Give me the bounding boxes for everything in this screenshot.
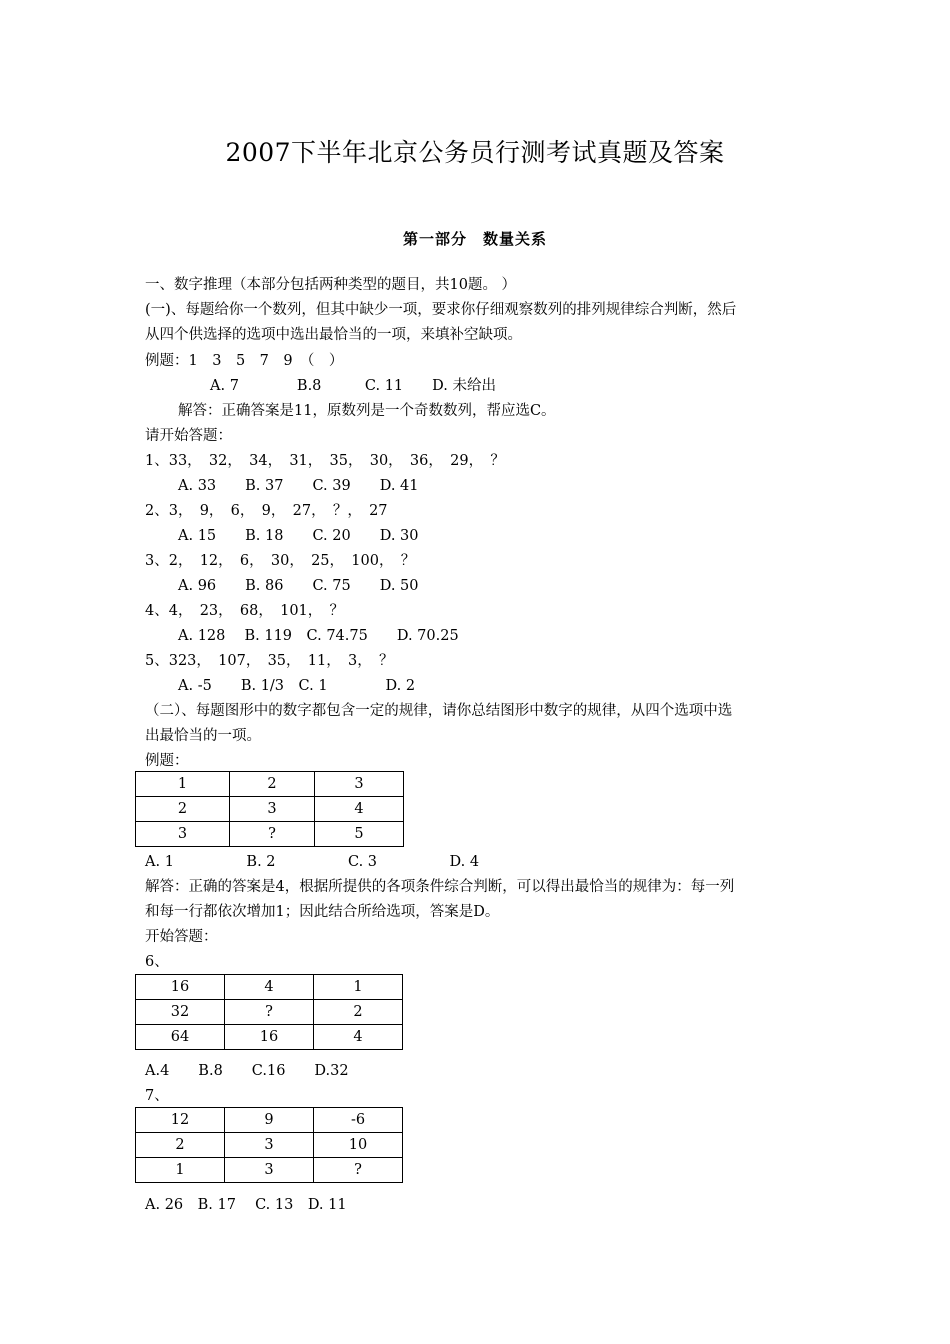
table-row <box>136 1108 403 1133</box>
page-title: 2007下半年北京公务员行测考试真题及答案 <box>225 138 725 167</box>
table-row <box>136 1133 403 1158</box>
grid-cell: 2 <box>136 1133 225 1158</box>
grid-cell: 10 <box>314 1133 403 1158</box>
grid-cell: 2 <box>314 1000 403 1025</box>
table-row <box>136 975 403 1000</box>
question-3-options: A. 96 B. 86 C. 75 D. 50 <box>178 578 419 594</box>
question-3-stem: 3、2， 12， 6， 30， 25， 100， ？ <box>145 553 416 569</box>
part2-example-label: 例题： <box>145 753 189 769</box>
question-1-stem: 1、33， 32， 34， 31， 35， 30， 36， 29， ？ <box>145 453 505 469</box>
grid-cell: 3 <box>225 1133 314 1158</box>
grid-cell: 4 <box>314 1025 403 1050</box>
question-6-grid <box>135 974 403 1050</box>
question-4-stem: 4、4， 23， 68， 101， ？ <box>145 603 345 619</box>
grid-cell: 4 <box>225 975 314 1000</box>
table-row <box>136 797 404 822</box>
table-row <box>136 1000 403 1025</box>
grid-cell: 4 <box>315 797 404 822</box>
grid-cell: 9 <box>225 1108 314 1133</box>
grid-cell: 12 <box>136 1108 225 1133</box>
part1-description-line1: (一)、每题给你一个数列，但其中缺少一项，要求你仔细观察数列的排列规律综合判断，然后 <box>145 302 737 318</box>
question-1-options: A. 33 B. 37 C. 39 D. 41 <box>178 478 419 494</box>
question-2-stem: 2、3， 9， 6， 9， 27， ？， 27 <box>145 503 388 519</box>
table-row <box>136 822 404 847</box>
grid-cell: 3 <box>315 772 404 797</box>
part2-example-options: A. 1 B. 2 C. 3 D. 4 <box>145 854 480 870</box>
question-5-options: A. -5 B. 1/3 C. 1 D. 2 <box>178 678 416 694</box>
question-7-grid <box>135 1107 403 1183</box>
table-row <box>136 1025 403 1050</box>
example-options: A. 7 B.8 C. 11 D. 未给出 <box>210 378 496 394</box>
grid-cell: 16 <box>136 975 225 1000</box>
question-5-stem: 5、323， 107， 35， 11， 3， ？ <box>145 653 394 669</box>
grid-cell: 32 <box>136 1000 225 1025</box>
question-2-options: A. 15 B. 18 C. 20 D. 30 <box>178 528 419 544</box>
question-6-label: 6、 <box>145 954 169 970</box>
grid-cell: 1 <box>136 1158 225 1183</box>
question-6-options: A.4 B.8 C.16 D.32 <box>145 1063 349 1079</box>
part2-description-line1: （二）、每题图形中的数字都包含一定的规律，请你总结图形中数字的规律，从四个选项中选 <box>145 703 733 719</box>
example-number-grid <box>135 771 404 847</box>
start-answering: 请开始答题： <box>145 428 232 444</box>
grid-cell: 2 <box>230 772 315 797</box>
example-sequence: 例题：1 3 5 7 9 （ ） <box>145 353 344 369</box>
grid-cell: ? <box>225 1000 314 1025</box>
part1-description-line2: 从四个供选择的选项中选出最恰当的一项，来填补空缺项。 <box>145 327 522 343</box>
grid-cell: 3 <box>230 797 315 822</box>
grid-cell: ? <box>230 822 315 847</box>
grid-cell: -6 <box>314 1108 403 1133</box>
section-heading: 第一部分 数量关系 <box>402 230 547 248</box>
grid-cell: 5 <box>315 822 404 847</box>
grid-cell: 64 <box>136 1025 225 1050</box>
grid-cell: 2 <box>136 797 230 822</box>
part2-start: 开始答题： <box>145 929 218 945</box>
part2-answer-line1: 解答：正确的答案是4，根据所提供的各项条件综合判断，可以得出最恰当的规律为：每一列 <box>145 879 735 895</box>
part2-description-line2: 出最恰当的一项。 <box>145 728 261 744</box>
question-7-label: 7、 <box>145 1088 169 1104</box>
part2-answer-line2: 和每一行都依次增加1；因此结合所给选项，答案是D。 <box>145 904 500 920</box>
grid-cell: 3 <box>136 822 230 847</box>
table-row <box>136 772 404 797</box>
grid-cell: ? <box>314 1158 403 1183</box>
table-row <box>136 1158 403 1183</box>
question-7-options: A. 26 B. 17 C. 13 D. 11 <box>145 1197 347 1213</box>
example-answer: 解答：正确答案是11，原数列是一个奇数数列，帮应选C。 <box>178 403 556 419</box>
grid-cell: 1 <box>136 772 230 797</box>
grid-cell: 16 <box>225 1025 314 1050</box>
intro-heading: 一、数字推理（本部分包括两种类型的题目，共10题。 ） <box>145 277 517 293</box>
grid-cell: 1 <box>314 975 403 1000</box>
grid-cell: 3 <box>225 1158 314 1183</box>
question-4-options: A. 128 B. 119 C. 74.75 D. 70.25 <box>178 628 459 644</box>
